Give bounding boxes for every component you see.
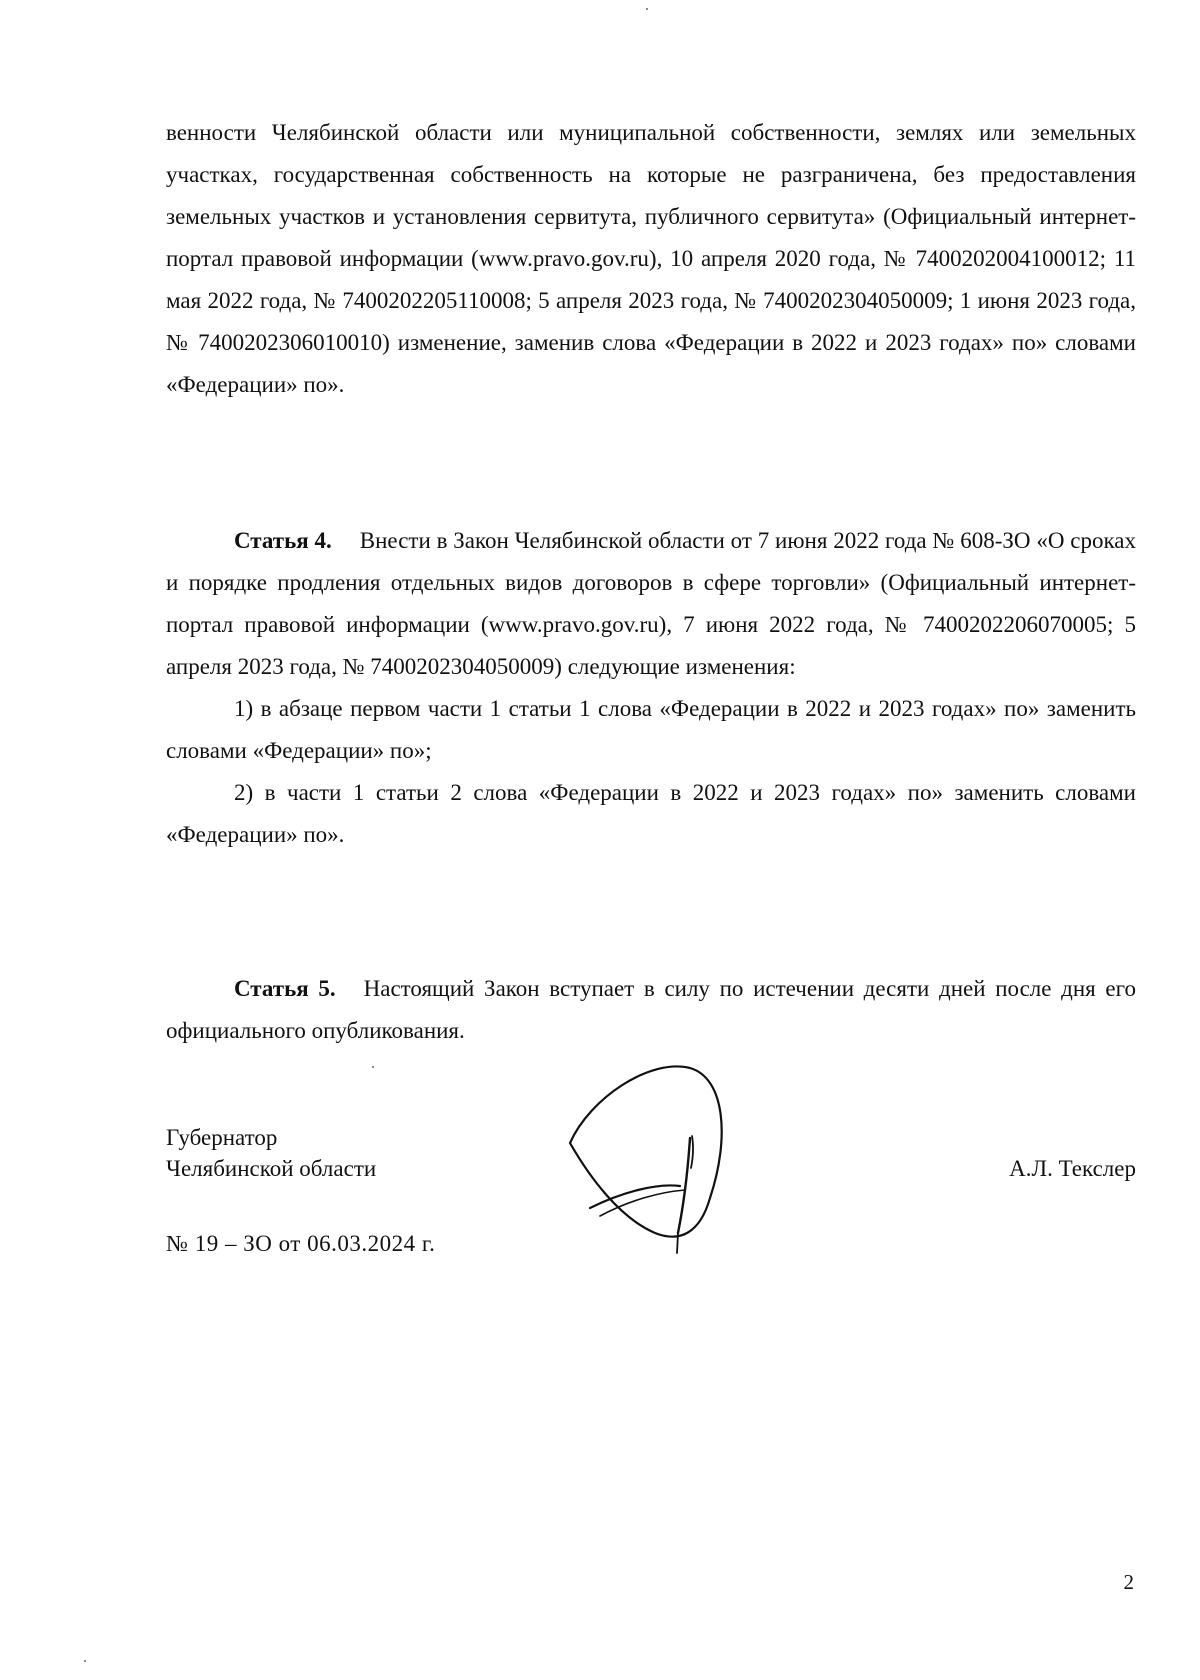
scan-speck bbox=[84, 1660, 86, 1662]
article-4-item-1: 1) в абзаце первом части 1 статьи 1 слова «Федерации в 2022 и 2023 годах» по» заменить словами «Федерации» по»; bbox=[166, 696, 1136, 763]
article-5 bbox=[166, 968, 1136, 1052]
scan-speck bbox=[646, 8, 648, 10]
handwritten-signature bbox=[560, 1058, 760, 1258]
law-number: № 19 – ЗО от 06.03.2024 г. bbox=[166, 1231, 436, 1256]
page-number: 2 bbox=[1123, 1570, 1134, 1594]
article-4-intro-text: Внести в Закон Челябинской области от 7 июня 2022 года № 608-ЗО «О сроках и порядке продления отдельных видов договоров в сфере торговли» (Официальный интернет-портал правовой информации (www.pravo.gov.ru), 7 июня 2022 года, № 7400202206070005; 5 апреля 2023 года, № 7400202304050009) следующие изменения: bbox=[166, 528, 1137, 679]
article-4 bbox=[166, 520, 1136, 856]
article-5-text: Настоящий Закон вступает в силу по истечении десяти дней после дня его официального опубликования. bbox=[166, 976, 1136, 1043]
signatory-title-line-1: Губернатор bbox=[166, 1125, 278, 1150]
article-4-item-2: 2) в части 1 статьи 2 слова «Федерации в 2022 и 2023 годах» по» заменить словами «Федерации» по». bbox=[166, 780, 1136, 847]
continuation-text: венности Челябинской области или муниципальной собственности, землях или земельных участках, государственная собственность на которые не разграничена, без предоставления земельных участков и установления сервитута, публичного сервитута» (Официальный интернет-портал правовой информации (www.pravo.gov.ru), 10 апреля 2020 года, № 7400202004100012; 11 мая 2022 года, № 7400202205110008; 5 апреля 2023 года, № 7400202304050009; 1 июня 2023 года, № 7400202306010010) изменение, заменив слова «Федерации в 2022 и 2023 годах» по» словами «Федерации» по». bbox=[166, 120, 1136, 397]
continuation-paragraph bbox=[166, 112, 1136, 406]
article-4-intro bbox=[166, 520, 1136, 688]
article-5-label: Статья 5. bbox=[234, 976, 336, 1001]
scan-speck bbox=[372, 1066, 374, 1068]
signatory-name: А.Л. Текслер bbox=[1009, 1156, 1136, 1181]
article-4-label: Статья 4. bbox=[234, 528, 332, 553]
signatory-title bbox=[166, 1122, 376, 1184]
article-5-paragraph bbox=[166, 968, 1136, 1052]
signatory-title-line-2: Челябинской области bbox=[166, 1156, 377, 1181]
